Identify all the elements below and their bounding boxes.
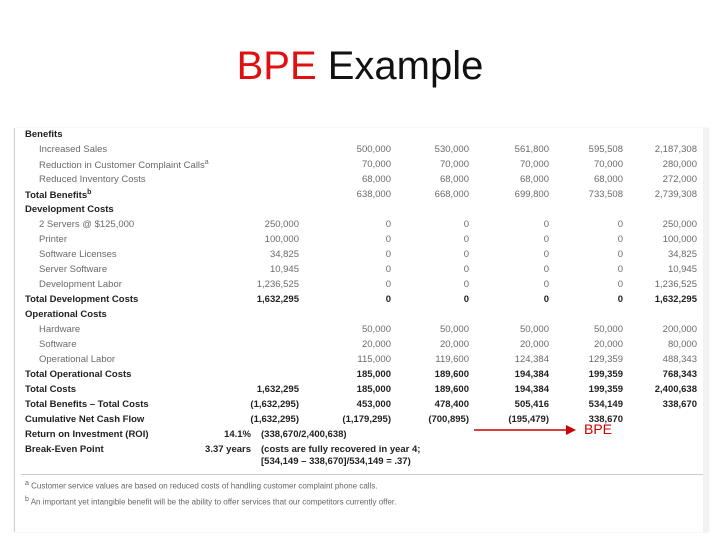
cell: 272,000 <box>662 174 697 185</box>
cell: 50,000 <box>361 324 391 335</box>
footnote-b: b An important yet intangible benefit will be the ability to offer services that our competitors currently offer. <box>25 496 397 507</box>
cell: 0 <box>463 234 469 245</box>
row-label: Hardware <box>39 324 81 335</box>
cell: 50,000 <box>593 324 623 335</box>
cell: 1,236,525 <box>256 279 299 290</box>
cell: 20,000 <box>439 339 469 350</box>
cell: 10,945 <box>667 264 697 275</box>
row-label: Total Development Costs <box>25 294 139 305</box>
break-even-years: 3.37 years <box>205 444 251 455</box>
cell: 68,000 <box>361 174 391 185</box>
cell: 189,600 <box>434 384 469 395</box>
cell: 199,359 <box>588 369 623 380</box>
cell: 0 <box>617 279 623 290</box>
cell: 0 <box>617 264 623 275</box>
cell: 199,359 <box>588 384 623 395</box>
cell: 638,000 <box>356 189 391 200</box>
cell: 530,000 <box>434 144 469 155</box>
cell: 561,800 <box>514 144 549 155</box>
cell: 1,632,295 <box>654 294 697 305</box>
row-label: Reduced Inventory Costs <box>39 174 146 185</box>
row-label: Cumulative Net Cash Flow <box>25 414 145 425</box>
cell: 124,384 <box>514 354 549 365</box>
section-label: Operational Costs <box>25 309 107 320</box>
cell: 0 <box>385 234 391 245</box>
cell: 68,000 <box>593 174 623 185</box>
slide-title-rest: Example <box>316 44 484 88</box>
cell: 119,600 <box>435 354 469 365</box>
cell: 185,000 <box>356 369 391 380</box>
cell: 185,000 <box>356 384 391 395</box>
row-label: Server Software <box>39 264 108 275</box>
roi-expression: (338,670/2,400,638) <box>261 429 347 440</box>
cell: 1,632,295 <box>256 384 299 395</box>
cell: 0 <box>543 294 549 305</box>
cell: 20,000 <box>519 339 549 350</box>
cell: 768,343 <box>662 369 697 380</box>
cell: 500,000 <box>356 144 391 155</box>
cell: 200,000 <box>662 324 697 335</box>
cell: 505,416 <box>514 399 549 410</box>
cell: 478,400 <box>434 399 469 410</box>
cell: 0 <box>463 219 469 230</box>
cell: 0 <box>385 279 391 290</box>
cell: (195,479) <box>508 414 549 425</box>
cell: 70,000 <box>361 159 391 170</box>
row-label: Reduction in Customer Complaint Calls$^a$ <box>39 159 209 172</box>
cell: 2,400,638 <box>654 384 697 395</box>
cell: 595,508 <box>588 144 623 155</box>
cell: 129,359 <box>588 354 623 365</box>
cell: (1,179,295) <box>342 414 391 425</box>
cell: 10,945 <box>269 264 299 275</box>
cell: 68,000 <box>439 174 469 185</box>
footnote-a: a Customer service values are based on reduced costs of handling customer complaint phone calls. <box>25 480 378 491</box>
cell: 0 <box>463 249 469 260</box>
roi-percent: 14.1% <box>224 429 251 440</box>
cell: 0 <box>543 219 549 230</box>
cell: 668,000 <box>434 189 469 200</box>
row-label: 2 Servers @ $125,000 <box>39 219 135 230</box>
section-label: Development Costs <box>25 204 114 215</box>
cell: 733,508 <box>588 189 623 200</box>
cell: 488,343 <box>662 354 697 365</box>
cell: 0 <box>385 219 391 230</box>
cell: 0 <box>617 249 623 260</box>
cell: 0 <box>543 234 549 245</box>
cell: (1,632,295) <box>250 414 299 425</box>
cell: 0 <box>543 249 549 260</box>
row-label: Software <box>39 339 77 350</box>
cell: 20,000 <box>361 339 391 350</box>
cell: 68,000 <box>519 174 549 185</box>
row-label: Development Labor <box>39 279 122 290</box>
cell: 0 <box>385 264 391 275</box>
cell: 0 <box>617 219 623 230</box>
cell: 699,800 <box>514 189 549 200</box>
cell: 0 <box>617 234 623 245</box>
cell: 70,000 <box>519 159 549 170</box>
cell: 194,384 <box>514 384 549 395</box>
cell: 250,000 <box>264 219 299 230</box>
cell: 338,670 <box>588 414 623 425</box>
cell: 338,670 <box>662 399 697 410</box>
cell: 2,739,308 <box>654 189 697 200</box>
row-label: Software Licenses <box>39 249 117 260</box>
cell: 115,000 <box>357 354 391 365</box>
row-label: Total Costs <box>25 384 77 395</box>
break-even-line-2: [534,149 – 338,670]/534,149 = .37) <box>261 456 411 467</box>
row-label: Total Benefits – Total Costs <box>25 399 149 410</box>
cell: 280,000 <box>662 159 697 170</box>
row-label: Return on Investment (ROI) <box>25 429 149 440</box>
cell: (700,895) <box>428 414 469 425</box>
cell: 0 <box>617 294 623 305</box>
cell: 453,000 <box>356 399 391 410</box>
bpe-label: BPE <box>584 421 613 437</box>
cell: 0 <box>463 294 469 305</box>
cell: 0 <box>385 294 391 305</box>
cell: 80,000 <box>667 339 697 350</box>
row-label: Operational Labor <box>39 354 116 365</box>
cell: 20,000 <box>593 339 623 350</box>
cell: 0 <box>463 264 469 275</box>
cell: 1,236,525 <box>654 279 697 290</box>
row-label: Increased Sales <box>39 144 108 155</box>
cell: 0 <box>385 249 391 260</box>
row-label: Printer <box>39 234 67 245</box>
row-label: Total Benefits$^b$ <box>25 189 92 202</box>
cell: 50,000 <box>439 324 469 335</box>
row-label: Break-Even Point <box>25 444 104 455</box>
cell: 100,000 <box>264 234 299 245</box>
cell: 189,600 <box>434 369 469 380</box>
cell: 50,000 <box>519 324 549 335</box>
break-even-line-1: (costs are fully recovered in year 4; <box>261 444 421 455</box>
section-label: Benefits <box>25 129 63 140</box>
cell: 194,384 <box>514 369 549 380</box>
slide-title-bpe: BPE <box>236 44 317 88</box>
cell: 1,632,295 <box>256 294 299 305</box>
cell: 2,187,308 <box>654 144 697 155</box>
cell: 0 <box>543 264 549 275</box>
cell: 34,825 <box>269 249 299 260</box>
row-label: Total Operational Costs <box>25 369 132 380</box>
cell: 0 <box>463 279 469 290</box>
cell: 100,000 <box>662 234 697 245</box>
cell: 34,825 <box>667 249 697 260</box>
cell: (1,632,295) <box>250 399 299 410</box>
cell: 0 <box>543 279 549 290</box>
cell: 534,149 <box>588 399 623 410</box>
cell: 250,000 <box>662 219 697 230</box>
cell: 70,000 <box>593 159 623 170</box>
cell: 70,000 <box>439 159 469 170</box>
